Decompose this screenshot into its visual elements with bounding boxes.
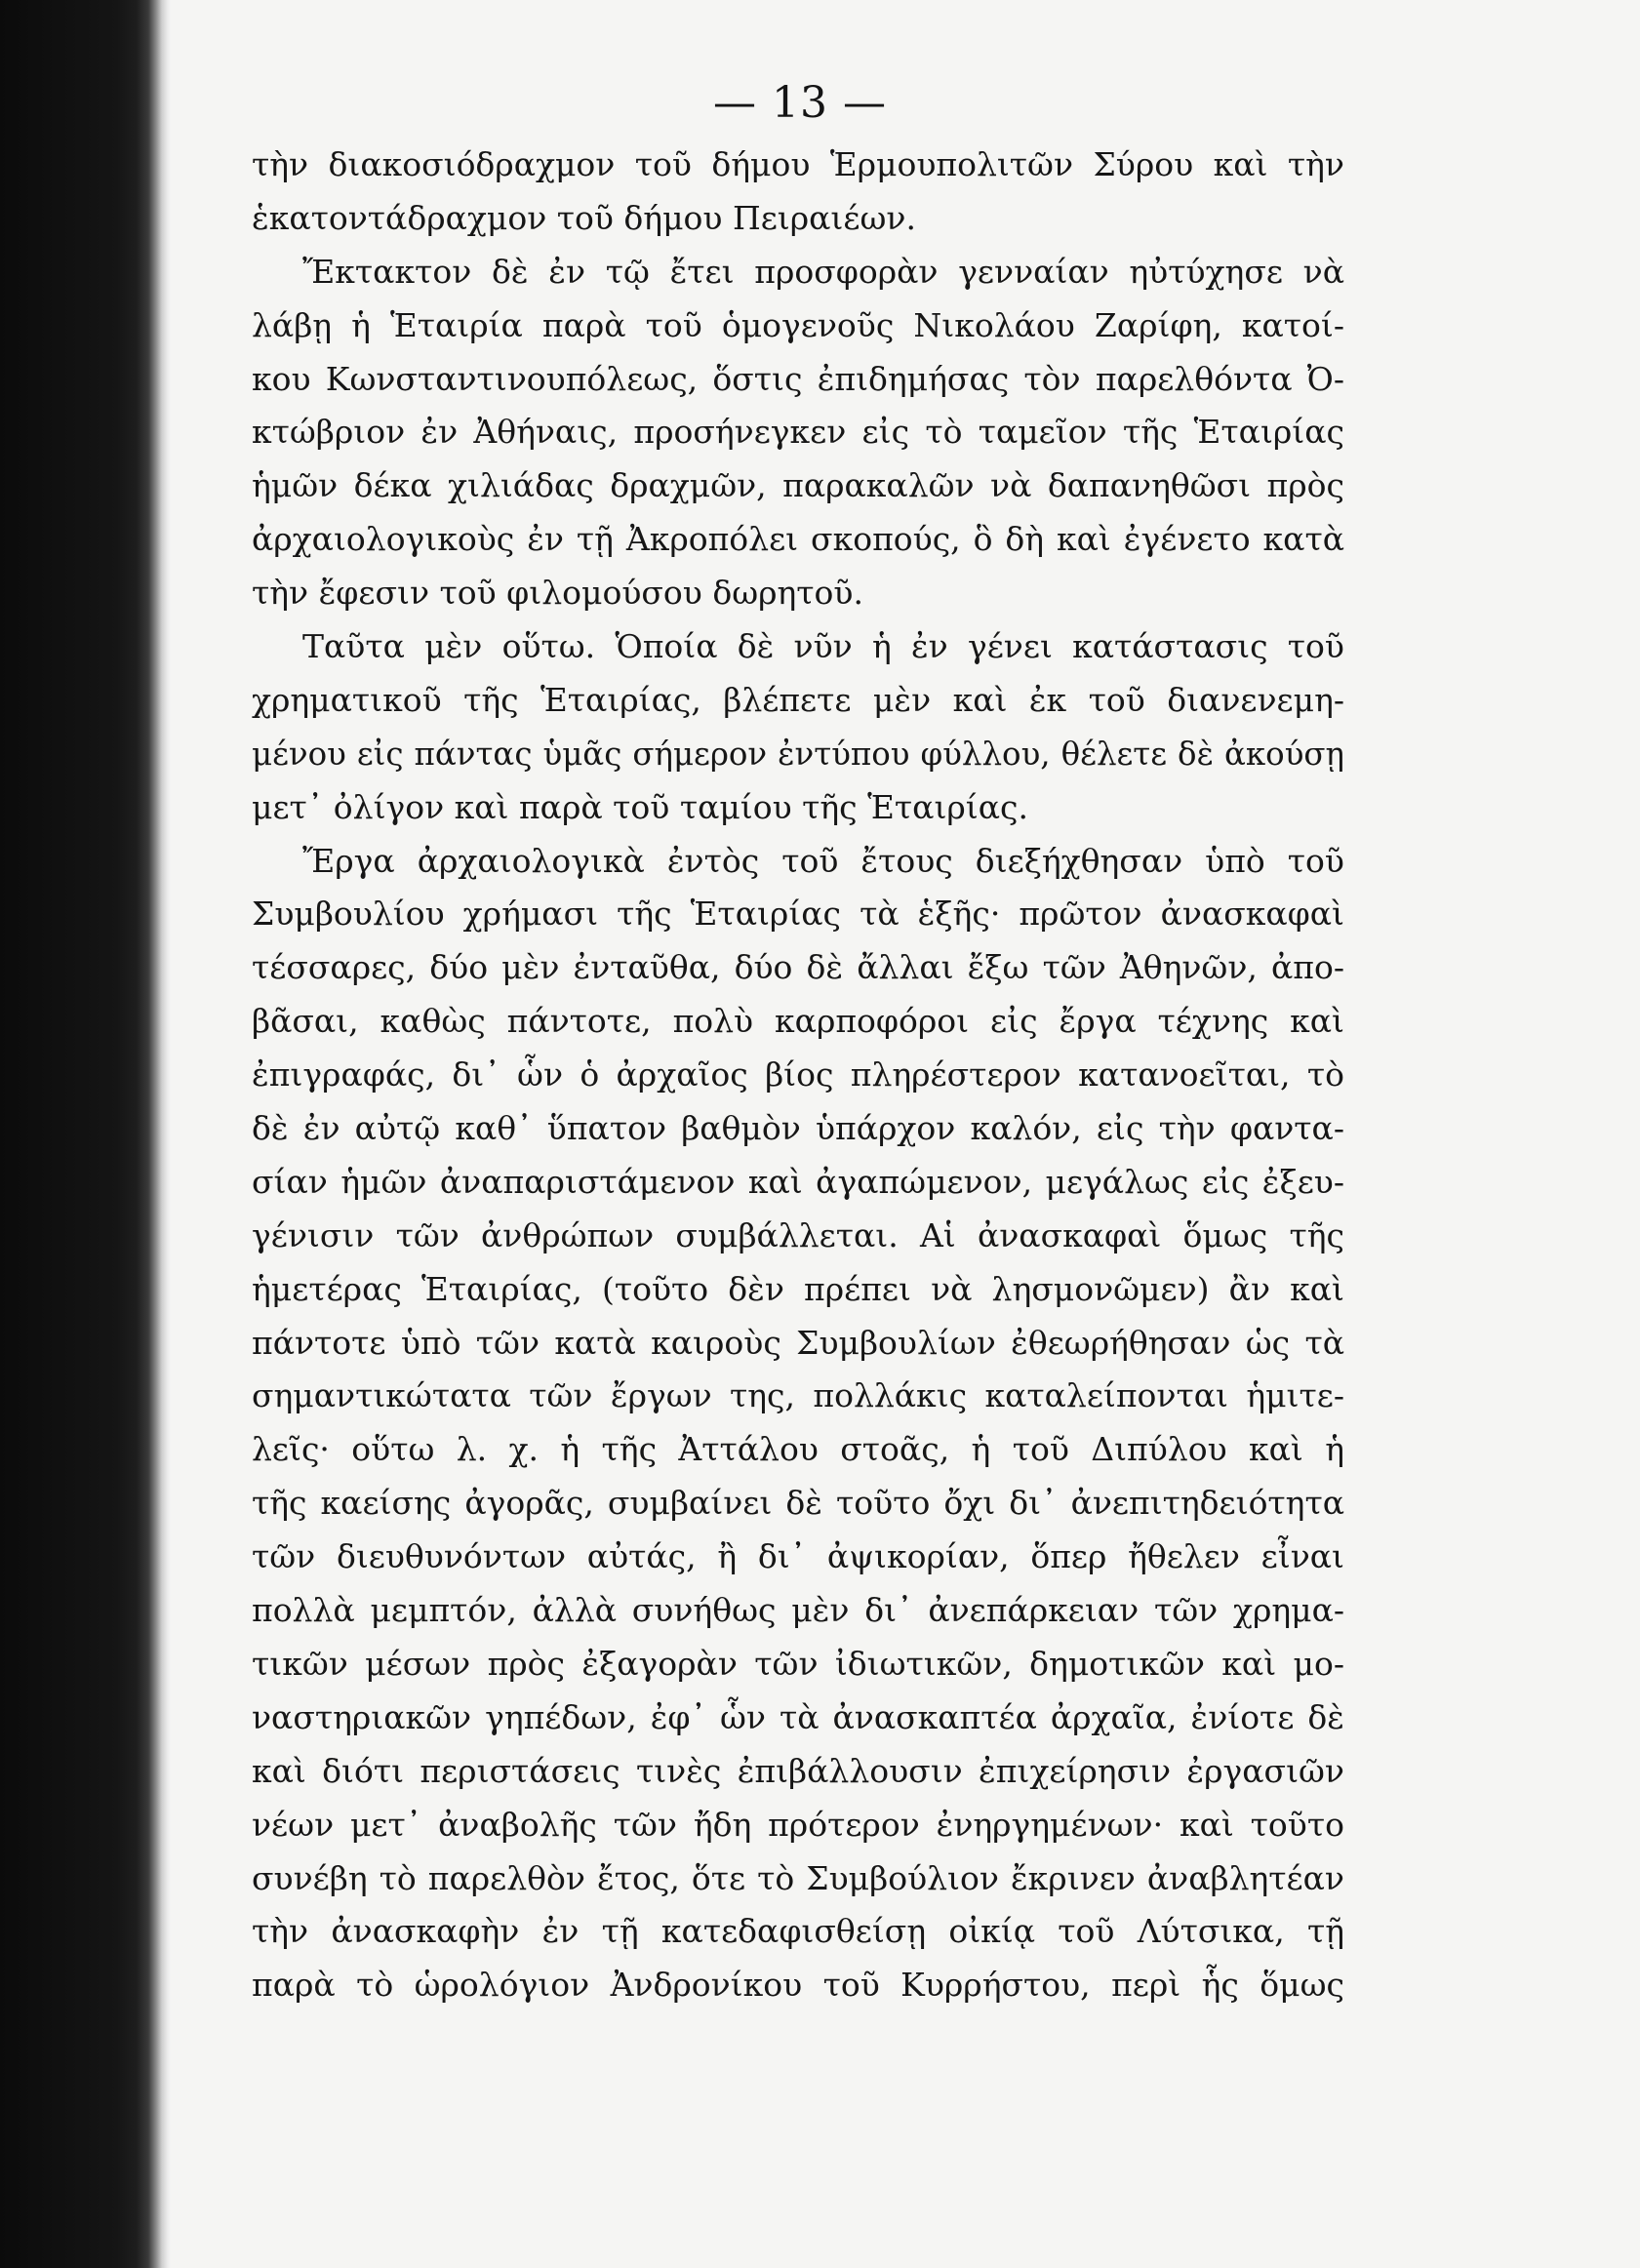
- page-number: — 13 —: [713, 78, 887, 128]
- text-line: παρὰ τὸ ὡρολόγιον Ἀνδρονίκου τοῦ Κυρρήστου, περὶ ἧς ὅμως: [252, 1966, 1344, 2005]
- text-line: νέων μετ᾽ ἀναβολῆς τῶν ἤδη πρότερον ἐνηργημένων· καὶ τοῦτο: [252, 1805, 1344, 1844]
- text-line: βᾶσαι, καθὼς πάντοτε, πολὺ καρποφόροι εἰς ἔργα τέχνης καὶ: [252, 1002, 1344, 1041]
- text-line: Ταῦτα μὲν οὕτω. Ὁποία δὲ νῦν ἡ ἐν γένει κατάστασις τοῦ: [302, 627, 1344, 666]
- text-line: σίαν ἡμῶν ἀναπαριστάμενον καὶ ἀγαπώμενον, μεγάλως εἰς ἐξευ-: [252, 1162, 1344, 1201]
- text-line: δὲ ἐν αὐτῷ καθ᾽ ὕπατον βαθμὸν ὑπάρχον καλόν, εἰς τὴν φαντα-: [252, 1109, 1344, 1148]
- text-line: Ἔργα ἀρχαιολογικὰ ἐντὸς τοῦ ἔτους διεξήχθησαν ὑπὸ τοῦ: [302, 841, 1344, 880]
- text-line: τῆς καείσης ἀγορᾶς, συμβαίνει δὲ τοῦτο ὄχι δι᾽ ἀνεπιτηδειότητα: [252, 1484, 1344, 1523]
- text-line: τέσσαρες, δύο μὲν ἐνταῦθα, δύο δὲ ἄλλαι ἔξω τῶν Ἀθηνῶν, ἀπο-: [252, 948, 1344, 987]
- text-line: ναστηριακῶν γηπέδων, ἐφ᾽ ὧν τὰ ἀνασκαπτέα ἀρχαῖα, ἐνίοτε δὲ: [252, 1697, 1344, 1736]
- text-line: ἡμετέρας Ἑταιρίας, (τοῦτο δὲν πρέπει νὰ λησμονῶμεν) ἂν καὶ: [252, 1269, 1344, 1308]
- text-line: κου Κωνσταντινουπόλεως, ὅστις ἐπιδημήσας τὸν παρελθόντα Ὀ-: [252, 359, 1344, 398]
- text-line: λάβῃ ἡ Ἑταιρία παρὰ τοῦ ὁμογενοῦς Νικολάου Ζαρίφη, κατοί-: [252, 305, 1344, 344]
- text-line: Ἔκτακτον δὲ ἐν τῷ ἔτει προσφορὰν γενναίαν ηὐτύχησε νὰ: [302, 252, 1344, 291]
- text-line: συνέβη τὸ παρελθὸν ἔτος, ὅτε τὸ Συμβούλιον ἔκρινεν ἀναβλητέαν: [252, 1858, 1344, 1897]
- text-line: σημαντικώτατα τῶν ἔργων της, πολλάκις καταλείπονται ἡμιτε-: [252, 1376, 1344, 1415]
- text-line: τὴν διακοσιόδραχμον τοῦ δήμου Ἑρμουπολιτῶν Σύρου καὶ τὴν: [252, 145, 1344, 183]
- text-line: τικῶν μέσων πρὸς ἐξαγορὰν τῶν ἰδιωτικῶν, δημοτικῶν καὶ μο-: [252, 1644, 1344, 1683]
- text-line: πολλὰ μεμπτόν, ἀλλὰ συνήθως μὲν δι᾽ ἀνεπάρκειαν τῶν χρημα-: [252, 1591, 1344, 1630]
- body-text: [252, 139, 1344, 2012]
- text-line: πάντοτε ὑπὸ τῶν κατὰ καιροὺς Συμβουλίων ἐθεωρήθησαν ὡς τὰ: [252, 1323, 1344, 1362]
- text-line: μένου εἰς πάντας ὑμᾶς σήμερον ἐντύπου φύλλου, θέλετε δὲ ἀκούσῃ: [252, 735, 1344, 773]
- text-line: κτώβριον ἐν Ἀθήναις, προσήνεγκεν εἰς τὸ ταμεῖον τῆς Ἑταιρίας: [252, 413, 1344, 452]
- book-binding: [0, 0, 171, 2268]
- text-line: ἀρχαιολογικοὺς ἐν τῇ Ἀκροπόλει σκοπούς, ὃ δὴ καὶ ἐγένετο κατὰ: [252, 520, 1344, 559]
- text-line: τῶν διευθυνόντων αὐτάς, ἢ δι᾽ ἀψικορίαν, ὅπερ ἤθελεν εἶναι: [252, 1537, 1344, 1576]
- text-line: τὴν ἔφεσιν τοῦ φιλομούσου δωρητοῦ.: [252, 574, 863, 613]
- text-line: τὴν ἀνασκαφὴν ἐν τῇ κατεδαφισθείσῃ οἰκίᾳ τοῦ Λύτσικα, τῇ: [252, 1912, 1344, 1951]
- text-line: ἑκατοντάδραχμον τοῦ δήμου Πειραιέων.: [252, 198, 916, 237]
- text-line: καὶ διότι περιστάσεις τινὲς ἐπιβάλλουσιν ἐπιχείρησιν ἐργασιῶν: [252, 1751, 1344, 1790]
- text-line: Συμβουλίου χρήμασι τῆς Ἑταιρίας τὰ ἑξῆς· πρῶτον ἀνασκαφαὶ: [252, 895, 1344, 934]
- text-line: ἡμῶν δέκα χιλιάδας δραχμῶν, παρακαλῶν νὰ δαπανηθῶσι πρὸς: [252, 466, 1344, 505]
- text-line: χρηματικοῦ τῆς Ἑταιρίας, βλέπετε μὲν καὶ ἐκ τοῦ διανενεμη-: [252, 680, 1344, 719]
- text-line: λεῖς· οὕτω λ. χ. ἡ τῆς Ἀττάλου στοᾶς, ἡ τοῦ Διπύλου καὶ ἡ: [252, 1430, 1344, 1469]
- text-line: γένισιν τῶν ἀνθρώπων συμβάλλεται. Αἱ ἀνασκαφαὶ ὅμως τῆς: [252, 1215, 1344, 1254]
- text-line: ἐπιγραφάς, δι᾽ ὧν ὁ ἀρχαῖος βίος πληρέστερον κατανοεῖται, τὸ: [252, 1055, 1344, 1094]
- text-line: μετ᾽ ὀλίγον καὶ παρὰ τοῦ ταμίου τῆς Ἑταιρίας.: [252, 787, 1028, 826]
